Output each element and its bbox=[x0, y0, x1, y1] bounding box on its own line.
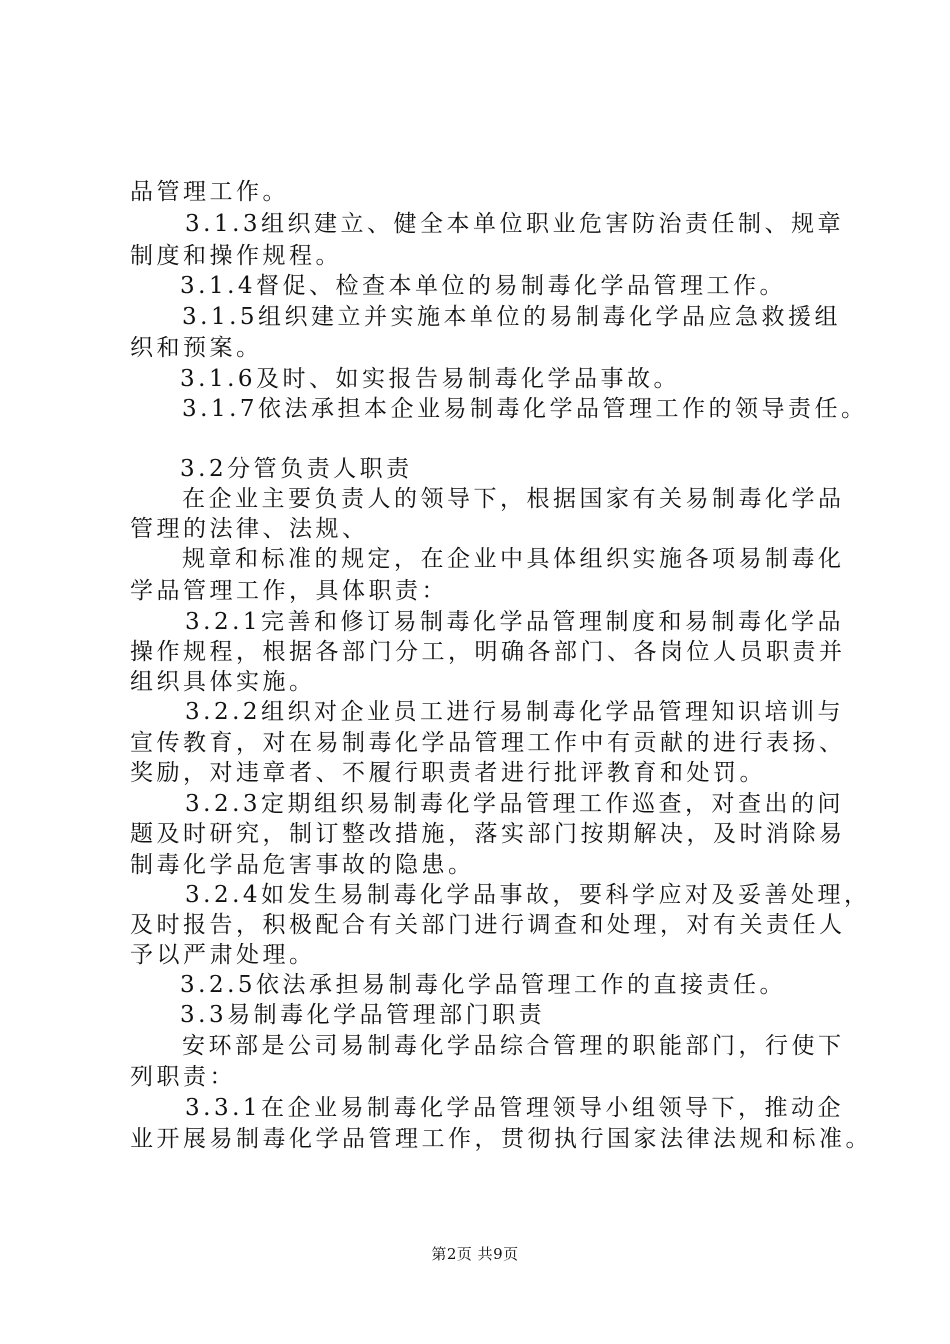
text-line: 3.3.1在企业易制毒化学品管理领导小组领导下，推动企 bbox=[185, 1095, 845, 1121]
text-line: 管理的法律、法规、 bbox=[130, 516, 369, 542]
text-line: 3.2.3定期组织易制毒化学品管理工作巡查，对查出的问 bbox=[185, 791, 845, 817]
text-line: 3.1.4督促、检查本单位的易制毒化学品管理工作。 bbox=[180, 273, 787, 299]
page-number-footer: 第2页 共9页 bbox=[431, 1245, 519, 1263]
text-line: 3.2.4如发生易制毒化学品事故，要科学应对及妥善处理， bbox=[185, 882, 871, 908]
text-line: 3.2.2组织对企业员工进行易制毒化学品管理知识培训与 bbox=[185, 699, 845, 725]
text-line: 业开展易制毒化学品管理工作，贯彻执行国家法律法规和标准。 bbox=[130, 1126, 872, 1152]
text-line: 奖励，对违章者、不履行职责者进行批评教育和处罚。 bbox=[130, 760, 766, 786]
text-line: 规章和标准的规定，在企业中具体组织实施各项易制毒化 bbox=[182, 546, 845, 572]
text-line: 学品管理工作，具体职责： bbox=[130, 578, 448, 604]
text-line: 及时报告，积极配合有关部门进行调查和处理，对有关责任人 bbox=[130, 912, 846, 938]
text-line: 3.1.5组织建立并实施本单位的易制毒化学品应急救援组 bbox=[182, 304, 842, 330]
text-line: 品管理工作。 bbox=[130, 179, 289, 205]
text-line: 列职责： bbox=[130, 1064, 236, 1090]
text-line: 3.1.7依法承担本企业易制毒化学品管理工作的领导责任。 bbox=[182, 396, 868, 422]
text-line: 3.2.5依法承担易制毒化学品管理工作的直接责任。 bbox=[180, 972, 787, 998]
text-line: 3.2.1完善和修订易制毒化学品管理制度和易制毒化学品 bbox=[185, 609, 845, 635]
text-line: 操作规程，根据各部门分工，明确各部门、各岗位人员职责并 bbox=[130, 639, 846, 665]
text-line: 制毒化学品危害事故的隐患。 bbox=[130, 852, 475, 878]
text-line: 题及时研究，制订整改措施，落实部门按期解决，及时消除易 bbox=[130, 821, 846, 847]
text-line: 3.1.3组织建立、健全本单位职业危害防治责任制、规章 bbox=[185, 211, 845, 237]
text-line: 予以严肃处理。 bbox=[130, 942, 316, 968]
text-line: 宣传教育，对在易制毒化学品管理工作中有贡献的进行表扬、 bbox=[130, 730, 846, 756]
text-line: 织和预案。 bbox=[130, 335, 263, 361]
text-line: 组织具体实施。 bbox=[130, 669, 316, 695]
section-heading: 3.3易制毒化学品管理部门职责 bbox=[180, 1002, 546, 1028]
section-heading: 3.2分管负责人职责 bbox=[180, 456, 413, 482]
text-line: 制度和操作规程。 bbox=[130, 243, 342, 269]
text-line: 在企业主要负责人的领导下，根据国家有关易制毒化学品 bbox=[182, 486, 845, 512]
text-line: 安环部是公司易制毒化学品综合管理的职能部门，行使下 bbox=[182, 1033, 845, 1059]
text-line: 3.1.6及时、如实报告易制毒化学品事故。 bbox=[180, 366, 681, 392]
